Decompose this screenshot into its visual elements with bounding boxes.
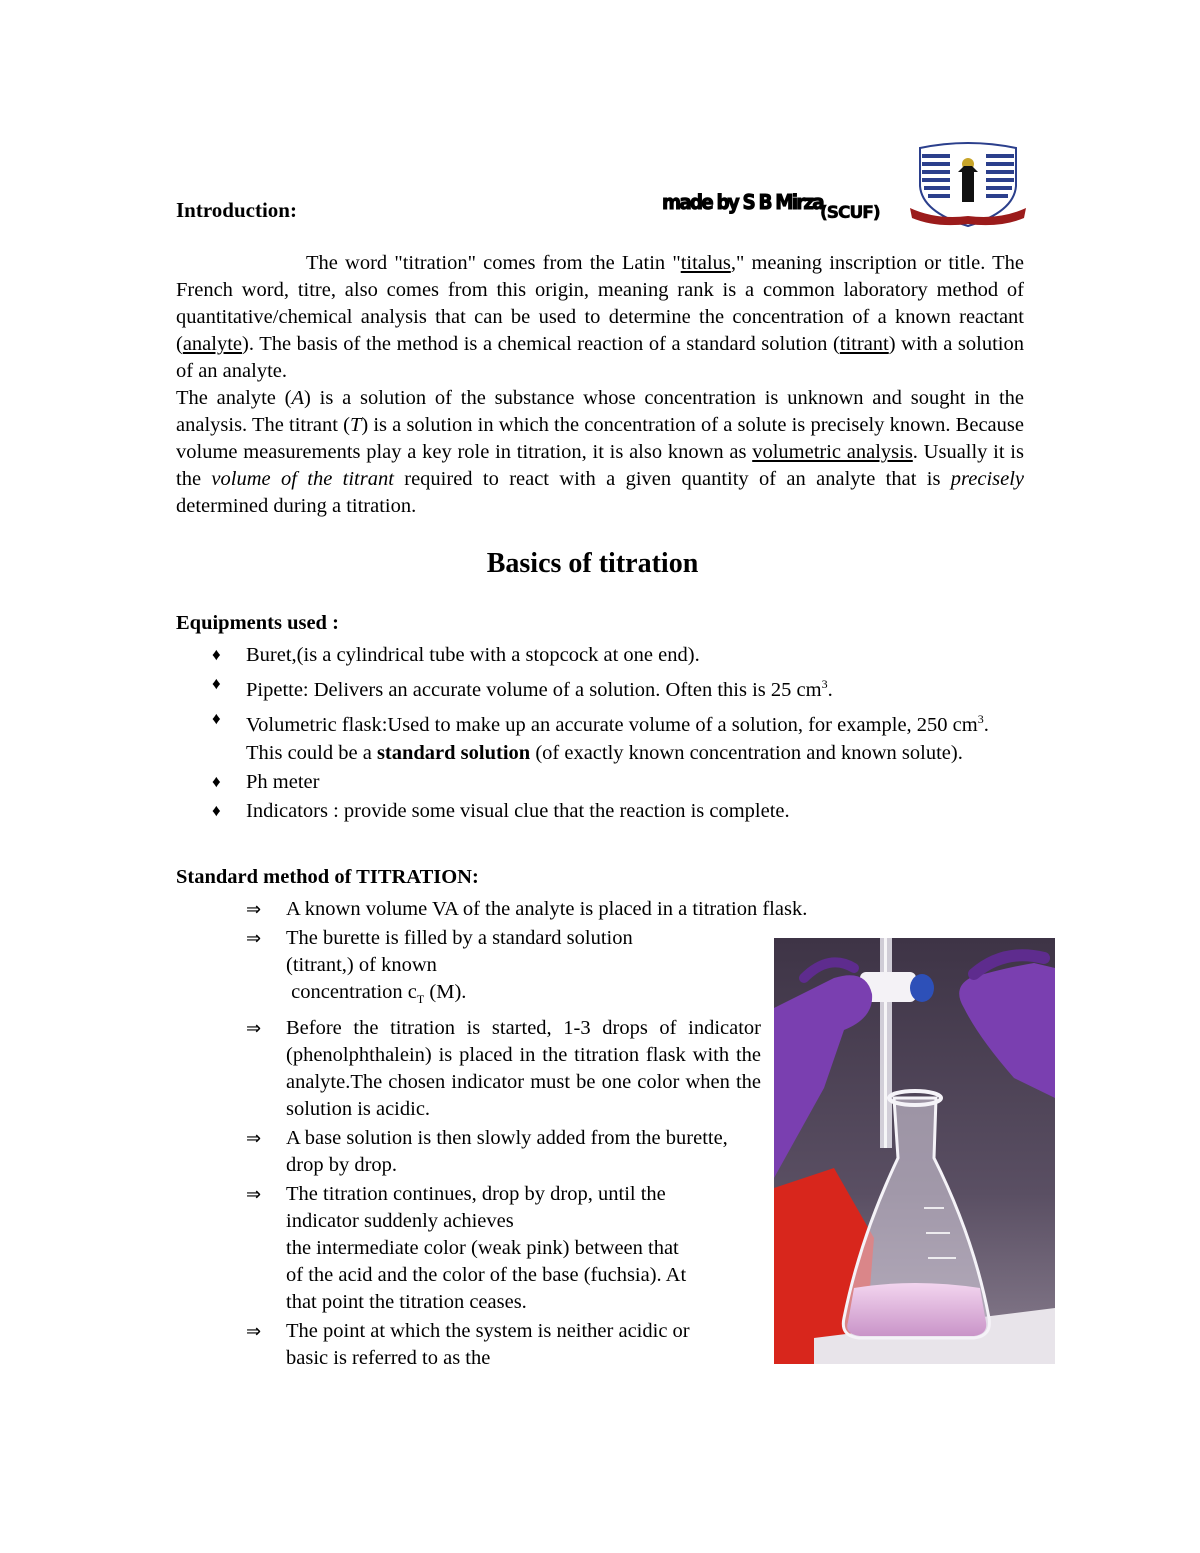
method-title: Standard method of TITRATION:	[176, 866, 479, 888]
method-steps-list	[244, 896, 808, 1374]
university-crest-logo	[906, 142, 1030, 230]
list-item: ⇒ The titration continues, drop by drop, until the indicator suddenly achieves the intermediate color (weak pink) between that of the acid and the color of the base (fuchsia). At that point the titration ceases.	[246, 1183, 687, 1314]
diamond-bullet-icon: ♦	[212, 645, 221, 664]
analyte-link[interactable]: analyte	[182, 333, 243, 355]
implies-arrow-icon: ⇒	[246, 1128, 262, 1150]
list-item: ⇒ The burette is filled by a standard solution (titrant,) of known concentration $c_T$ (M).	[246, 927, 633, 1007]
implies-arrow-icon: ⇒	[246, 1018, 262, 1040]
section-heading: Basics of titration	[486, 548, 699, 579]
diamond-bullet-icon: ♦	[212, 674, 221, 693]
intro-paragraph-1: The word "titration" comes from the Latin "titalus," meaning inscription or title. The French word, titre, also comes from this origin, meaning rank is a common laboratory method of quantitative/chemical analysis that can be used to determine the concentration of a known reactant (analyte). The basis of the method is a chemical reaction of a standard solution (titrant) with a solution of an analyte.	[176, 252, 1024, 382]
implies-arrow-icon: ⇒	[246, 928, 262, 949]
list-item: ♦ Buret,(is a cylindrical tube with a stopcock at one end).	[176, 641, 1026, 669]
list-item: ⇒ The point at which the system is neither acidic or basic is referred to as the	[246, 1320, 690, 1370]
equipment-title: Equipments used :	[176, 612, 339, 634]
titration-photo	[774, 938, 1055, 1364]
introduction-label: Introduction:	[176, 198, 297, 222]
list-item: ⇒ A known volume VA of the analyte is placed in a titration flask.	[244, 896, 936, 923]
equipment-list	[176, 641, 1026, 826]
list-item: ♦ Volumetric flask:Used to make up an accurate volume of a solution, for example, 250 $cm^3$. This could be a standard solution (of exactly known concentration and known solute).	[176, 705, 1026, 767]
made-by-credit: made by S B Mirza	[662, 190, 823, 214]
list-item: ♦ Indicators : provide some visual clue that the reaction is complete.	[176, 797, 1026, 825]
titalus-link[interactable]: titalus	[680, 252, 731, 274]
diamond-bullet-icon: ♦	[212, 708, 221, 728]
list-item: ♦ Ph meter	[176, 768, 1026, 796]
list-item: ⇒ A base solution is then slowly added from the burette, drop by drop.	[246, 1127, 728, 1177]
list-item: ⇒ Before the titration is started, 1-3 drops of indicator (phenolphthalein) is placed in the titration flask with the analyte.The chosen indicator must be one color when the solution is acidic.	[246, 1017, 761, 1121]
made-by-org: (SCUF)	[820, 203, 880, 223]
intro-paragraph-2: The analyte (A) is a solution of the substance whose concentration is unknown and sought in the analysis. The titrant (T) is a solution in which the concentration of a solute is precisely known. Because volume measurements play a key role in titration, it is also known as volumetric analysis. Usually it is the volume of the titrant required to react with a given quantity of an analyte that is precisely determined during a titration.	[176, 387, 1025, 517]
introduction-text	[176, 250, 1024, 520]
diamond-bullet-icon: ♦	[212, 800, 221, 820]
implies-arrow-icon: ⇒	[246, 899, 262, 920]
volumetric-analysis-link[interactable]: volumetric analysis	[752, 441, 913, 463]
titrant-link[interactable]: titrant	[839, 333, 889, 355]
list-item: ♦ Pipette: Delivers an accurate volume of a solution. Often this is 25 $cm^3$.	[176, 670, 1026, 704]
diamond-bullet-icon: ♦	[212, 771, 221, 791]
implies-arrow-icon: ⇒	[246, 1184, 262, 1206]
implies-arrow-icon: ⇒	[246, 1321, 262, 1343]
